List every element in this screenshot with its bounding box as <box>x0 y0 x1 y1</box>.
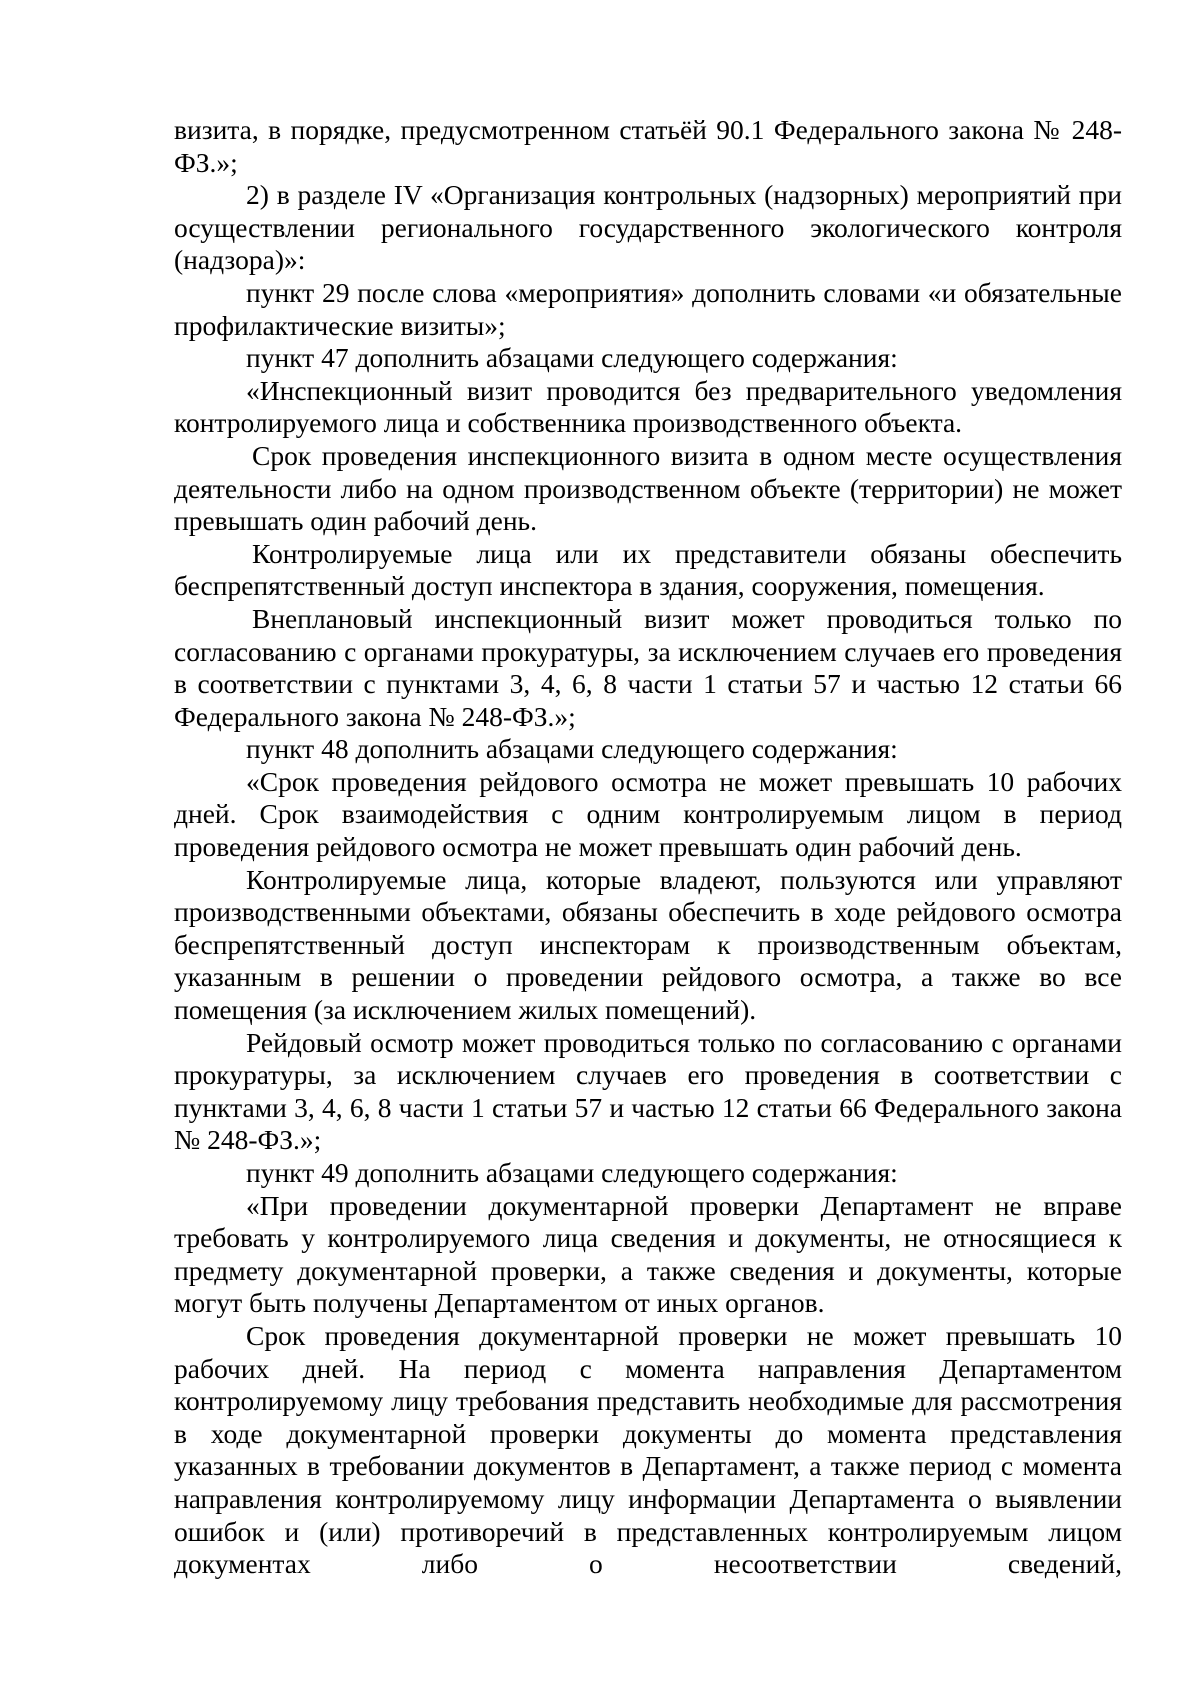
paragraph-7: Контролируемые лица или их представители обязаны обеспечить беспрепятственный доступ инспектора в здания, сооружения, помещения. <box>174 537 1122 602</box>
paragraph-6: Срок проведения инспекционного визита в одном месте осуществления деятельности либо на одном производственном объекте (территории) не может превышать один рабочий день. <box>174 439 1122 537</box>
paragraph-12: Рейдовый осмотр может проводиться только по согласованию с органами прокуратуры, за исключением случаев его проведения в соответствии с пунктами 3, 4, 6, 8 части 1 статьи 57 и частью 12 статьи 66 Федерального закона № 248-ФЗ.»; <box>174 1026 1122 1156</box>
paragraph-9: пункт 48 дополнить абзацами следующего содержания: <box>246 733 898 765</box>
paragraph-1: визита, в порядке, предусмотренном статьёй 90.1 Федерального закона № 248-ФЗ.»; <box>174 114 1122 178</box>
paragraph-15: Срок проведения документарной проверки не может превышать 10 рабочих дней. На период с момента направления Департаментом контролируемому лицу требования представить необходимые для рассмотрения в ходе документарной проверки документы до момента представления указанных в требовании документов в Департамент, а также период с момента направления контролируемому лицу информации Департамента о выявлении ошибок и (или) противоречий в представленных контролируемым лицом документах либо о несоответствии сведений, <box>174 1319 1122 1580</box>
paragraph-5: «Инспекционный визит проводится без предварительного уведомления контролируемого лица и собственника производственного объекта. <box>174 374 1122 439</box>
paragraph-8: Внеплановый инспекционный визит может проводиться только по согласованию с органами прокуратуры, за исключением случаев его проведения в соответствии с пунктами 3, 4, 6, 8 части 1 статьи 57 и частью 12 статьи 66 Федерального закона № 248-ФЗ.»; <box>174 602 1122 732</box>
paragraph-13: пункт 49 дополнить абзацами следующего содержания: <box>246 1157 898 1188</box>
paragraph-3: пункт 29 после слова «мероприятия» дополнить словами «и обязательные профилактические визиты»; <box>174 276 1122 341</box>
paragraph-10: «Срок проведения рейдового осмотра не может превышать 10 рабочих дней. Срок взаимодействия с одним контролируемым лицом в период проведения рейдового осмотра не может превышать один рабочий день. <box>174 765 1122 863</box>
paragraph-2: 2) в разделе IV «Организация контрольных (надзорных) мероприятий при осуществлении регионального государственного экологического контроля (надзора)»: <box>174 179 1122 276</box>
paragraph-14: «При проведении документарной проверки Департамент не вправе требовать у контролируемого лица сведения и документы, не относящиеся к предмету документарной проверки, а также сведения и документы, которые могут быть получены Департаментом от иных органов. <box>174 1189 1122 1319</box>
paragraph-11: Контролируемые лица, которые владеют, пользуются или управляют производственными объектами, обязаны обеспечить в ходе рейдового осмотра беспрепятственный доступ инспекторам к производственным объектам, указанным в решении о проведении рейдового осмотра, а также во все помещения (за исключением жилых помещений). <box>174 863 1122 1026</box>
paragraph-4: пункт 47 дополнить абзацами следующего содержания: <box>246 342 898 374</box>
document-page <box>174 114 1122 1581</box>
